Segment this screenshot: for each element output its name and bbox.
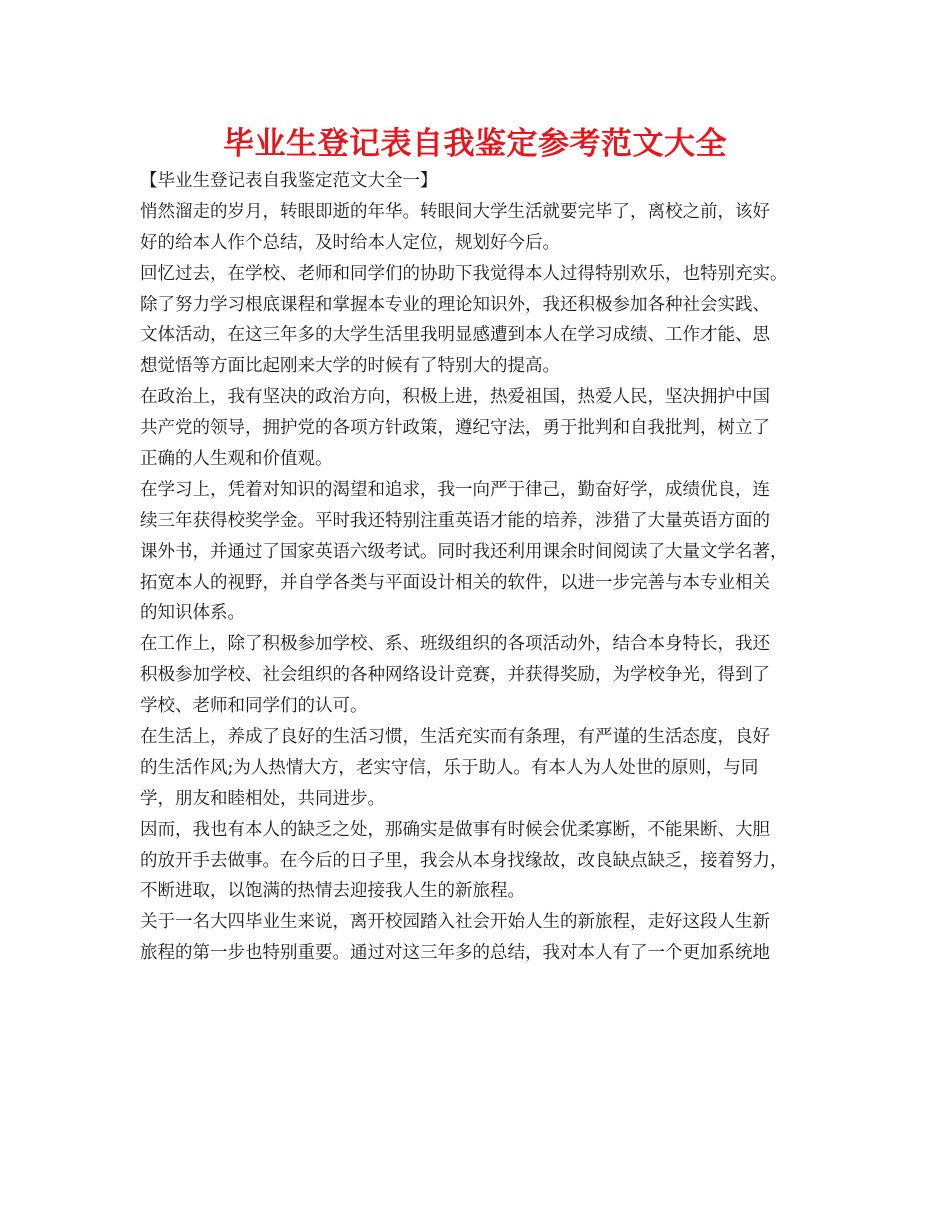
text-line: 在工作上，除了积极参加学校、系、班级组织的各项活动外，结合本身特长，我还 bbox=[140, 634, 770, 655]
text-line: 在学习上，凭着对知识的渴望和追求，我一向严于律己，勤奋好学，成绩优良，连 bbox=[140, 479, 770, 500]
text-line: 的放开手去做事。在今后的日子里，我会从本身找缘故，改良缺点缺乏，接着努力， bbox=[140, 850, 788, 871]
text-line: 文体活动，在这三年多的大学生活里我明显感遭到本人在学习成绩、工作才能、思 bbox=[140, 325, 770, 346]
text-line: 关于一名大四毕业生来说，离开校园踏入社会开始人生的新旅程，走好这段人生新 bbox=[140, 912, 770, 933]
text-line: 积极参加学校、社会组织的各种网络设计竞赛，并获得奖励，为学校争光，得到了 bbox=[140, 665, 770, 686]
text-line: 旅程的第一步也特别重要。通过对这三年多的总结，我对本人有了一个更加系统地 bbox=[140, 943, 770, 964]
text-line: 悄然溜走的岁月，转眼即逝的年华。转眼间大学生活就要完毕了，离校之前，该好 bbox=[140, 201, 770, 222]
text-line: 课外书，并通过了国家英语六级考试。同时我还利用课余时间阅读了大量文学名著， bbox=[140, 541, 788, 562]
text-line: 学校、老师和同学们的认可。 bbox=[140, 696, 368, 717]
text-line: 在政治上，我有坚决的政治方向，积极上进，热爱祖国，热爱人民，坚决拥护中国 bbox=[140, 387, 770, 408]
text-line: 因而，我也有本人的缺乏之处，那确实是做事有时候会优柔寡断，不能果断、大胆 bbox=[140, 819, 770, 840]
text-line: 共产党的领导，拥护党的各项方针政策，遵纪守法，勇于批判和自我批判，树立了 bbox=[140, 418, 770, 439]
document-body bbox=[140, 166, 820, 969]
text-line: 学，朋友和睦相处，共同进步。 bbox=[140, 788, 385, 809]
text-line: 续三年获得校奖学金。平时我还特别注重英语才能的培养，涉猎了大量英语方面的 bbox=[140, 510, 770, 531]
text-line: 想觉悟等方面比起刚来大学的时候有了特别大的提高。 bbox=[140, 356, 560, 377]
text-line: 除了努力学习根底课程和掌握本专业的理论知识外，我还积极参加各种社会实践、 bbox=[140, 294, 770, 315]
text-line: 在生活上，养成了良好的生活习惯，生活充实而有条理，有严谨的生活态度，良好 bbox=[140, 727, 770, 748]
text-line: 【毕业生登记表自我鉴定范文大全一】 bbox=[140, 171, 438, 191]
text-line: 的知识体系。 bbox=[140, 603, 245, 624]
text-line: 好的给本人作个总结，及时给本人定位，规划好今后。 bbox=[140, 232, 560, 253]
text-line: 正确的人生观和价值观。 bbox=[140, 449, 333, 470]
text-line: 拓宽本人的视野，并自学各类与平面设计相关的软件，以进一步完善与本专业相关 bbox=[140, 572, 770, 593]
document-title: 毕业生登记表自我鉴定参考范文大全 bbox=[223, 126, 727, 162]
text-line: 的生活作风;为人热情大方，老实守信，乐于助人。有本人为人处世的原则，与同 bbox=[140, 757, 759, 778]
text-line: 不断进取，以饱满的热情去迎接我人生的新旅程。 bbox=[140, 881, 525, 902]
text-line: 回忆过去，在学校、老师和同学们的协助下我觉得本人过得特别欢乐，也特别充实。 bbox=[140, 263, 788, 284]
